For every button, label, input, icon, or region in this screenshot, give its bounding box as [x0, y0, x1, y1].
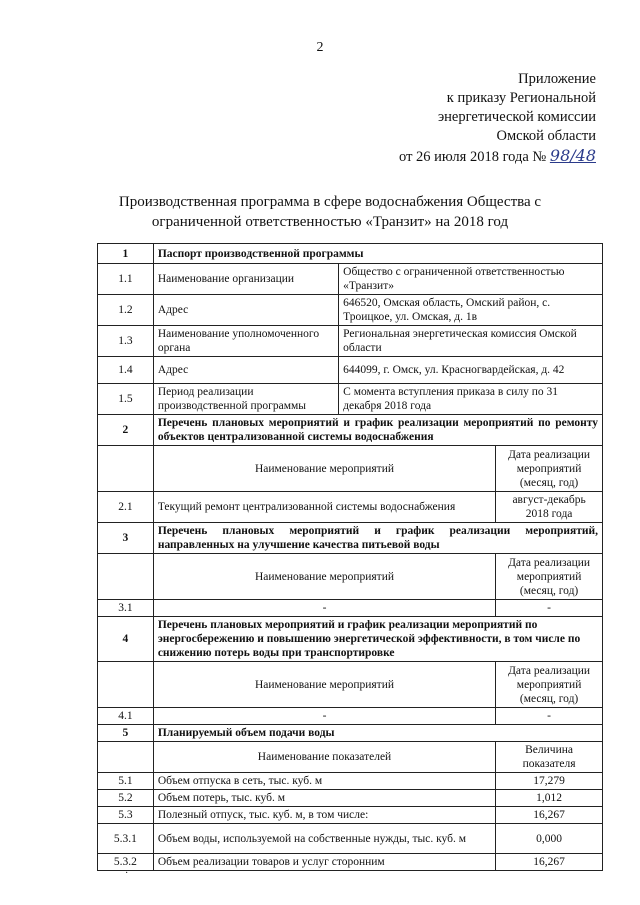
column-header-name: Наименование мероприятий [153, 554, 495, 600]
row-number: 1.1 [98, 264, 154, 295]
row-label: Текущий ремонт централизованной системы водоснабжения [153, 492, 495, 523]
table-row [98, 854, 603, 871]
row-number: 2.1 [98, 492, 154, 523]
section-title: Перечень плановых мероприятий и график реализации мероприятий по ремонту объектов централизованной системы водоснабжения [153, 415, 602, 446]
section-1-row [98, 244, 603, 264]
row-number: 4 [98, 617, 154, 662]
section-title: Паспорт производственной программы [153, 244, 602, 264]
row-number: 1.4 [98, 357, 154, 384]
row-number: 5 [98, 725, 154, 742]
row-number: 4.1 [98, 708, 154, 725]
appendix-line-4: Омской области [496, 128, 596, 144]
row-value: Общество с ограниченной ответственностью «Транзит» [339, 264, 603, 295]
row-label: Адрес [153, 357, 338, 384]
row-value: 646520, Омская область, Омский район, с. Троицкое, ул. Омская, д. 1в [339, 295, 603, 326]
empty-cell [98, 742, 154, 773]
table-row [98, 384, 603, 415]
row-label: Объем реализации товаров и услуг сторонним [153, 854, 495, 871]
row-value: август-декабрь 2018 года [496, 492, 603, 523]
table-row [98, 790, 603, 807]
column-header-date: Дата реализации мероприятий (месяц, год) [496, 446, 603, 492]
row-value: 16,267 [496, 854, 603, 871]
row-number: 5.3.1 [98, 824, 154, 854]
row-number: 1.2 [98, 295, 154, 326]
column-header-name: Наименование показателей [153, 742, 495, 773]
program-table [97, 243, 603, 871]
row-value: - [496, 708, 603, 725]
section-2-row [98, 415, 603, 446]
row-number: 2 [98, 415, 154, 446]
table-row [98, 600, 603, 617]
row-label: Объем потерь, тыс. куб. м [153, 790, 495, 807]
appendix-header [316, 70, 596, 167]
row-number: 3 [98, 523, 154, 554]
column-header-row [98, 554, 603, 600]
row-number: 1.3 [98, 326, 154, 357]
table-row [98, 773, 603, 790]
appendix-line-2: к приказу Региональной [446, 90, 596, 106]
page-mark: · [125, 868, 129, 879]
row-value: 644099, г. Омск, ул. Красногвардейская, д. 42 [339, 357, 603, 384]
order-number: 98/48 [549, 146, 596, 165]
table-row [98, 824, 603, 854]
table-row [98, 492, 603, 523]
empty-cell [98, 662, 154, 708]
row-number: 5.3 [98, 807, 154, 824]
column-header-date: Дата реализации мероприятий (месяц, год) [496, 554, 603, 600]
column-header-date: Дата реализации мероприятий (месяц, год) [496, 662, 603, 708]
row-number: 5.1 [98, 773, 154, 790]
row-value: С момента вступления приказа в силу по 31 декабря 2018 года [339, 384, 603, 415]
row-number: 1 [98, 244, 154, 264]
row-number: 1.5 [98, 384, 154, 415]
table-row [98, 708, 603, 725]
section-title: Планируемый объем подачи воды [153, 725, 602, 742]
row-label: Период реализации производственной программы [153, 384, 338, 415]
section-3-row [98, 523, 603, 554]
column-header-name: Наименование мероприятий [153, 446, 495, 492]
column-header-row [98, 742, 603, 773]
section-4-row [98, 617, 603, 662]
row-number: 3.1 [98, 600, 154, 617]
empty-cell [98, 554, 154, 600]
row-label: Наименование организации [153, 264, 338, 295]
row-value: 0,000 [496, 824, 603, 854]
column-header-row [98, 446, 603, 492]
row-value: 1,012 [496, 790, 603, 807]
table-row [98, 295, 603, 326]
row-value: - [496, 600, 603, 617]
row-label: - [153, 708, 495, 725]
row-value: 17,279 [496, 773, 603, 790]
row-value: Региональная энергетическая комиссия Омской области [339, 326, 603, 357]
title-line-1: Производственная программа в сфере водоснабжения Общества с [118, 194, 542, 210]
table-row [98, 326, 603, 357]
appendix-line-1: Приложение [518, 71, 596, 87]
column-header-value: Величина показателя [496, 742, 603, 773]
column-header-row [98, 662, 603, 708]
row-value: 16,267 [496, 807, 603, 824]
appendix-line-3: энергетической комиссии [437, 109, 596, 125]
title-line-2: ограниченной ответственностью «Транзит» на 2018 год [151, 214, 509, 230]
column-header-name: Наименование мероприятий [153, 662, 495, 708]
row-number: 5.2 [98, 790, 154, 807]
appendix-date: от 26 июля 2018 года № [399, 149, 547, 165]
page-number: 2 [316, 40, 324, 55]
row-label: Объем отпуска в сеть, тыс. куб. м [153, 773, 495, 790]
row-number: 5.3.2 [98, 854, 154, 871]
empty-cell [98, 446, 154, 492]
table-row [98, 357, 603, 384]
row-label: Объем воды, используемой на собственные нужды, тыс. куб. м [153, 824, 495, 854]
section-title: Перечень плановых мероприятий и график реализации мероприятий по энергосбережению и повышению энергетической эффективности, в том числе по снижению потерь воды при транспортировке [153, 617, 602, 662]
row-label: Адрес [153, 295, 338, 326]
row-label: - [153, 600, 495, 617]
document-title [100, 192, 560, 232]
section-title: Перечень плановых мероприятий и график реализации мероприятий, направленных на улучшение качества питьевой воды [153, 523, 602, 554]
row-label: Полезный отпуск, тыс. куб. м, в том числе: [153, 807, 495, 824]
table-row [98, 264, 603, 295]
section-5-row [98, 725, 603, 742]
appendix-date-line [316, 146, 596, 167]
table-row [98, 807, 603, 824]
row-label: Наименование уполномоченного органа [153, 326, 338, 357]
